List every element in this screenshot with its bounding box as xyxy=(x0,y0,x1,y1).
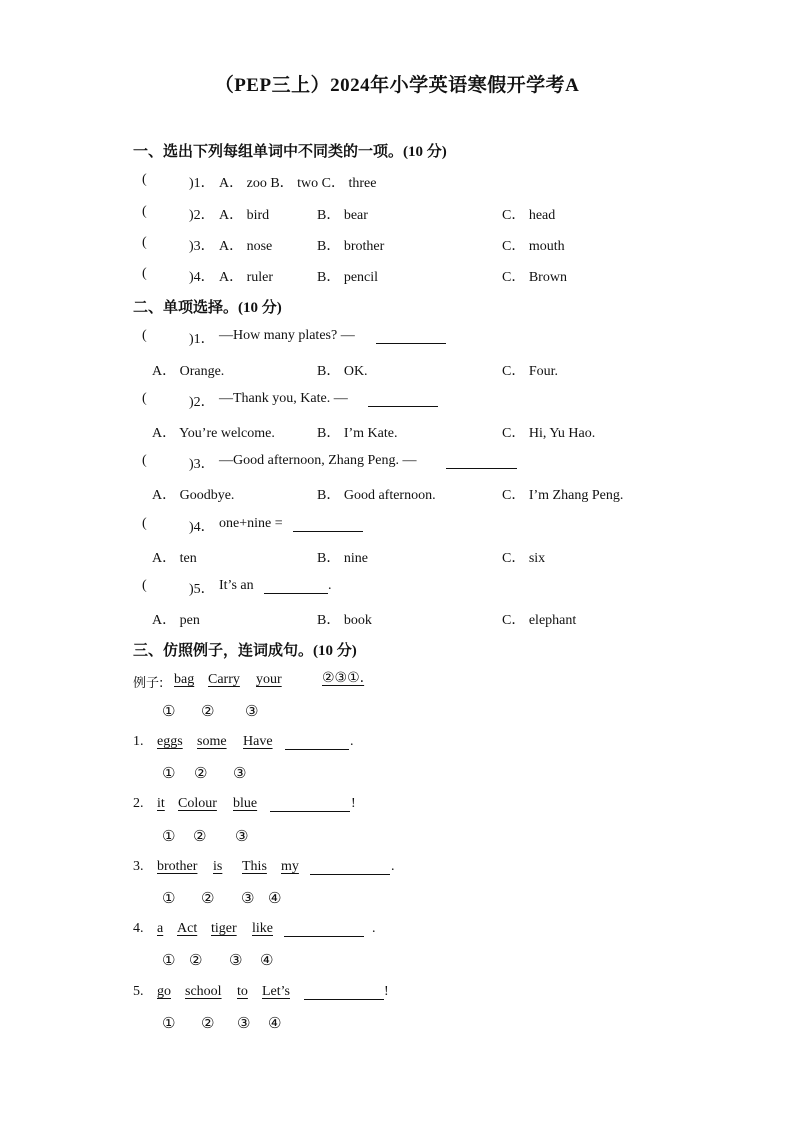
circled-number: ① xyxy=(162,764,176,782)
option-a: A． ten xyxy=(152,551,197,566)
answer-paren[interactable]: ( xyxy=(142,516,147,531)
circled-number: ① xyxy=(162,951,176,969)
answer-blank[interactable] xyxy=(310,861,390,875)
option-c: C． mouth xyxy=(502,239,565,254)
circled-number: ③ xyxy=(235,827,249,845)
option-a: A． Orange. xyxy=(152,364,225,379)
option-a: A． bird xyxy=(219,208,270,223)
section-1-heading: 一、选出下列每组单词中不同类的一项。(10 分) xyxy=(133,144,447,160)
option-c: C． elephant xyxy=(502,613,577,628)
question-number: )4． xyxy=(189,520,215,535)
option-b: B． OK. xyxy=(317,364,368,379)
circled-number: ③ xyxy=(233,764,247,782)
word-2: some xyxy=(197,734,227,749)
circled-number: ① xyxy=(162,702,176,720)
page-title: （PEP三上）2024年小学英语寒假开学考A xyxy=(214,75,580,96)
question-number: )3． xyxy=(189,457,215,472)
option-b: B． brother xyxy=(317,239,385,254)
circled-number: ② xyxy=(201,889,215,907)
sentence-end: ! xyxy=(351,796,356,811)
option-b: B． nine xyxy=(317,551,368,566)
answer-blank[interactable] xyxy=(368,393,438,407)
word-4: Let’s xyxy=(262,984,290,999)
question-number: 3. xyxy=(133,859,144,874)
word-1: go xyxy=(157,984,171,999)
answer-blank[interactable] xyxy=(376,330,446,344)
word-2: Act xyxy=(177,921,198,936)
circled-number: ③ xyxy=(237,1014,251,1032)
question-text: It’s an xyxy=(219,578,254,593)
answer-paren[interactable]: ( xyxy=(142,172,147,187)
sentence-end: ! xyxy=(384,984,389,999)
circled-number: ④ xyxy=(268,889,282,907)
circled-number: ① xyxy=(162,827,176,845)
word-2: Carry xyxy=(208,672,240,687)
circled-number: ② xyxy=(201,1014,215,1032)
circled-number: ③ xyxy=(245,702,259,720)
option-b: B． I’m Kate. xyxy=(317,426,398,441)
option-b: B． bear xyxy=(317,208,368,223)
question-number: 2. xyxy=(133,796,144,811)
option-c: C． head xyxy=(502,208,556,223)
question-text: —Thank you, Kate. — xyxy=(219,391,348,406)
circled-number: ③ xyxy=(229,951,243,969)
option-b: B． book xyxy=(317,613,372,628)
word-2: is xyxy=(213,859,223,874)
word-3: tiger xyxy=(211,921,237,936)
option-c: C． Hi, Yu Hao. xyxy=(502,426,596,441)
circled-number: ① xyxy=(162,1014,176,1032)
circled-number: ③ xyxy=(241,889,255,907)
answer-blank[interactable] xyxy=(446,455,517,469)
answer-paren[interactable]: ( xyxy=(142,235,147,250)
word-1: brother xyxy=(157,859,198,874)
sentence-end: . xyxy=(350,734,354,749)
question-text: —How many plates? — xyxy=(219,328,355,343)
question-number: )2． xyxy=(189,395,215,410)
question-text: one+nine = xyxy=(219,516,283,531)
option-b: B． Good afternoon. xyxy=(317,488,436,503)
word-4: my xyxy=(281,859,299,874)
circled-number: ② xyxy=(189,951,203,969)
question-end: . xyxy=(328,578,332,593)
word-2: school xyxy=(185,984,222,999)
answer-blank[interactable] xyxy=(304,986,384,1000)
options-text: A． zoo B． two C． three xyxy=(219,176,377,191)
option-c: C． I’m Zhang Peng. xyxy=(502,488,624,503)
option-a: A． Goodbye. xyxy=(152,488,235,503)
answer-blank[interactable] xyxy=(284,923,364,937)
word-1: it xyxy=(157,796,165,811)
circled-number: ① xyxy=(162,889,176,907)
question-text: —Good afternoon, Zhang Peng. — xyxy=(219,453,417,468)
word-1: bag xyxy=(174,672,195,687)
word-1: eggs xyxy=(157,734,183,749)
word-2: Colour xyxy=(178,796,217,811)
question-number: )1． xyxy=(189,332,215,347)
answer-paren[interactable]: ( xyxy=(142,266,147,281)
section-3-heading: 三、仿照例子，连词成句。(10 分) xyxy=(133,643,357,659)
answer-paren[interactable]: ( xyxy=(142,328,147,343)
option-a: A． ruler xyxy=(219,270,274,285)
circled-number: ② xyxy=(194,764,208,782)
word-3: This xyxy=(242,859,267,874)
question-number: )4． xyxy=(189,270,215,285)
option-a: A． You’re welcome. xyxy=(152,426,275,441)
circled-number: ④ xyxy=(268,1014,282,1032)
question-number: )5． xyxy=(189,582,215,597)
answer-paren[interactable]: ( xyxy=(142,453,147,468)
question-number: 1. xyxy=(133,734,144,749)
question-number: )2． xyxy=(189,208,215,223)
section-2-heading: 二、单项选择。(10 分) xyxy=(133,300,282,316)
word-3: blue xyxy=(233,796,258,811)
circled-number: ② xyxy=(193,827,207,845)
answer-paren[interactable]: ( xyxy=(142,391,147,406)
circled-number: ② xyxy=(201,702,215,720)
answer-paren[interactable]: ( xyxy=(142,578,147,593)
word-3: to xyxy=(237,984,248,999)
sentence-end: . xyxy=(391,859,395,874)
question-number: )1． xyxy=(189,176,215,191)
word-4: like xyxy=(252,921,273,936)
answer-blank[interactable] xyxy=(285,736,349,750)
answer-blank[interactable] xyxy=(270,798,350,812)
answer-blank[interactable] xyxy=(293,518,363,532)
option-c: C． Four. xyxy=(502,364,559,379)
circled-number: ④ xyxy=(260,951,274,969)
option-c: C． Brown xyxy=(502,270,567,285)
option-a: A． pen xyxy=(152,613,200,628)
question-number: )3． xyxy=(189,239,215,254)
answer-blank[interactable] xyxy=(264,580,328,594)
word-3: Have xyxy=(243,734,273,749)
option-c: C． six xyxy=(502,551,546,566)
option-a: A． nose xyxy=(219,239,273,254)
question-number: 5. xyxy=(133,984,144,999)
question-number: 4. xyxy=(133,921,144,936)
answer-paren[interactable]: ( xyxy=(142,204,147,219)
word-3: your xyxy=(256,672,282,687)
sentence-end: . xyxy=(372,921,376,936)
example-answer: ②③①. xyxy=(322,670,365,686)
word-1: a xyxy=(157,921,164,936)
option-b: B． pencil xyxy=(317,270,379,285)
example-label: 例子: xyxy=(133,676,164,691)
